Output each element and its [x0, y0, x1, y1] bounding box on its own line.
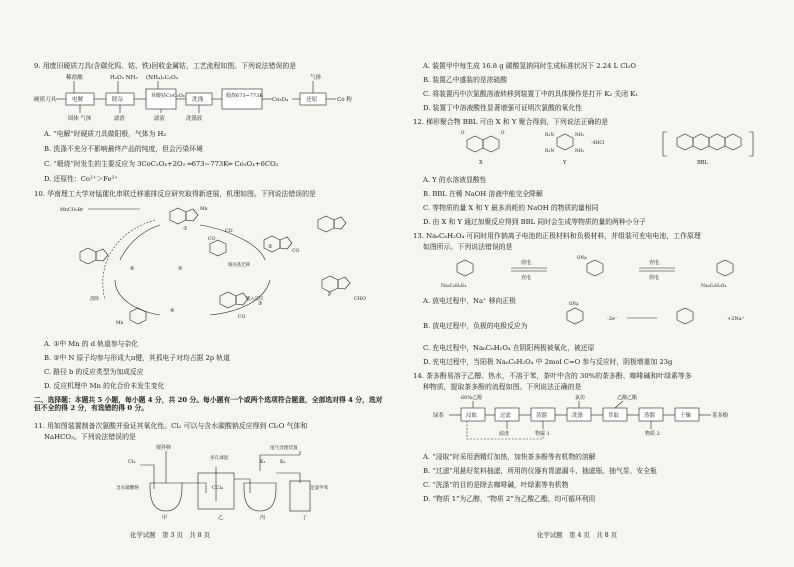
- svg-text:干燥: 干燥: [680, 413, 691, 419]
- q11-stem-line1: 11. 用如图装置制备次氯酸并验证其氧化性。Cl₂ 可以与含水碳酸钠反应得到 Cl₂O 气体和: [34, 422, 308, 430]
- q13-option-a: A. 放电过程中，Na⁺ 移向正极: [423, 297, 516, 305]
- q14-option-b: B. “过滤”用悬好浆料抽滤，所用的仪器有胃滤漏斗、抽滤瓶、抽气泵、安全瓶: [423, 467, 657, 475]
- q10-label-3: ③: [258, 301, 263, 307]
- q14-start-tea: 绿茶: [433, 413, 444, 419]
- q9-input-h2o2: H₂O₂ NH₃: [110, 75, 138, 81]
- q12-y-hcl: ·4HCl: [591, 141, 605, 146]
- q9-option-c: C. “煅烧”时发生的主要反应为 3CoC₂O₄+2O₂ ═673~773K═ Co₃O₄+6CO₂: [44, 160, 279, 168]
- q11-option-c: C. 将装置丙中次氯酸溶液转移到装置丁中的具体操作是打开 K₂ 关闭 K₁: [423, 90, 638, 98]
- q9-output-filtrate: 滤液: [154, 116, 165, 122]
- q12-stem: 12. 梯形聚合物 BBL 可由 X 和 Y 聚合得到，下列说法正确的是: [413, 118, 609, 126]
- q9-option-d: D. 还原性：Co²⁺＞Fe²⁺: [44, 175, 118, 183]
- q9-product-co: Co 粉: [337, 97, 353, 103]
- q10-elimination: 消除: [90, 297, 99, 302]
- q9-input-gas: 气体: [310, 75, 322, 81]
- svg-text:蒸馏: 蒸馏: [644, 413, 655, 419]
- q12-molecules-diagram: [457, 128, 777, 168]
- q9-box-calcine: [222, 89, 262, 109]
- q13-stem-line2: 如图所示。下列说法错误的是: [423, 243, 513, 251]
- q10-allyl-migration: 烯丙基迁移: [228, 263, 250, 268]
- q11-option-b: B. 装置乙中盛装的是浓硫酸: [423, 76, 508, 84]
- svg-text:CO: CO: [238, 315, 246, 320]
- svg-text:NH₂: NH₂: [575, 148, 584, 153]
- q14-end-product: 茶多酚: [712, 413, 729, 419]
- q10-label-2: ②: [268, 244, 273, 250]
- q11-ccl4-label: CCl₄: [212, 486, 223, 491]
- svg-text:O: O: [461, 130, 465, 135]
- q13-charge-2: 充电: [649, 260, 660, 266]
- q13-battery-scheme: [427, 254, 747, 290]
- q14-stem-line2: 种物质，提取茶多酚的流程如图。下列说法正确的是: [423, 383, 582, 391]
- q12-label-x: X: [479, 160, 483, 166]
- svg-text:还原: 还原: [306, 97, 318, 103]
- q13-option-b-equation: [547, 300, 787, 340]
- q10-mechanism-diagram: [60, 200, 390, 335]
- q11-option-d: D. 装置丁中溶液酸性显著增强可证明次氯酸的氧化性: [423, 104, 583, 112]
- q11-device-jia: 甲: [162, 515, 168, 521]
- q11-device-bing: 丙: [260, 515, 266, 521]
- q14-flow-diagram: [427, 393, 757, 447]
- q14-option-a: A. “浸取”时采用酒精灯加热，加快茶多酚等有机物的溶解: [423, 453, 596, 461]
- svg-text:洗涤: 洗涤: [572, 413, 583, 419]
- q13-left-compound: Na₆C₆H₂O₄: [441, 284, 467, 289]
- q14-option-c: C. “洗涤”的目的是除去咖啡碱，叶绿素等有机物: [423, 481, 569, 489]
- svg-text:萃取: 萃取: [608, 413, 619, 419]
- svg-text:Mn: Mn: [116, 321, 124, 326]
- left-page-footer: 化学试题 第 3 页 共 8 页: [130, 531, 211, 539]
- q11-apparatus-diagram: [110, 443, 340, 523]
- q9-flow-diagram: [34, 73, 394, 127]
- q14-stem-line1: 14. 茶多酚易溶于乙醇、热水，不溶于苯，茶叶中含的 30%的茶多酚、咖啡碱和叶绿素等多: [413, 372, 692, 380]
- q14-input-ethanol: 60%乙醇: [461, 395, 483, 401]
- q13-discharge-1: 放电: [521, 260, 532, 266]
- q9-product-co3o4: Co₃O₄: [272, 97, 289, 103]
- svg-text:洗涤: 洗涤: [192, 97, 204, 103]
- q13-option-b: B. 放电过程中，负极的电极反应为: [423, 322, 528, 330]
- q9-input-oxalate: (NH₄)₂C₂O₄: [146, 75, 178, 81]
- q12-option-c: C. 等物质的量 X 和 Y 最多消耗的 NaOH 的物质的量相同: [423, 204, 599, 212]
- svg-text:除杂: 除杂: [112, 97, 124, 103]
- q13-right-compound: Na₂C₆H₂O₄: [701, 284, 727, 289]
- q11-cl2-label: Cl₂: [128, 459, 136, 465]
- svg-text:浸取: 浸取: [466, 413, 477, 419]
- svg-text:H₂N: H₂N: [545, 132, 554, 137]
- q13-discharge-2: 放电: [649, 275, 660, 281]
- q11-k1-label: K₁: [260, 460, 266, 465]
- q11-bubbler-label: 多孔球泡: [210, 456, 229, 461]
- q9-input-hcl: 稀盐酸: [66, 75, 83, 81]
- q11-option-a: A. 装置甲中每生成 16.8 g 碳酸氢钠同时生成标准状况下 2.24 L Cl₂O: [423, 62, 636, 70]
- q11-tail-gas-label: 尾气处理装置: [270, 446, 298, 451]
- q13-charge-1: 充电: [521, 275, 532, 281]
- q11-device-yi: 乙: [218, 515, 224, 521]
- q14-input-chloroform: 氯仿: [575, 395, 586, 401]
- q14-output-substance-2: 物质 2: [645, 431, 660, 437]
- q12-label-bbl: BBL: [697, 160, 709, 166]
- q10-option-c: C. 路径 b 的反应类型为加成反应: [44, 368, 144, 376]
- q13-stem-line1: 13. Na₆C₆H₂O₄ 可同时用作钠离子电池的正极材料和负极材料，并组装可充电电池，工作原理: [413, 232, 701, 240]
- q12-label-y: Y: [563, 160, 567, 166]
- svg-text:煅烧673~773K: 煅烧673~773K: [226, 93, 264, 99]
- q13-plus-2na: +2Na⁺: [727, 316, 745, 322]
- q11-na2co3-label: 含水碳酸钠: [116, 486, 139, 491]
- q10-insertion: 插入反应: [246, 297, 264, 302]
- q10-option-d: D. 反应机理中 Mn 的化合价未发生变化: [44, 382, 165, 390]
- q10-label-4: ④: [170, 308, 175, 314]
- q10-label-1: ①: [183, 226, 188, 232]
- q14-output-residue: 滤渣: [499, 431, 510, 437]
- q13-minus-2e: -2e⁻: [607, 316, 618, 322]
- svg-text:CO: CO: [208, 237, 216, 242]
- q12-option-a: A. Y 的水溶液显酸性: [423, 176, 487, 184]
- q14-option-d: D. “物质 1”为乙醇，“物质 2”为乙酸乙酯，均可循环利用: [423, 495, 596, 503]
- q10-catalyst: MnCO₅Br: [60, 208, 84, 213]
- right-page-footer: 化学试题 第 4 页 共 8 页: [537, 531, 618, 539]
- svg-text:Mn: Mn: [200, 207, 208, 212]
- q12-option-d: D. 由 X 和 Y 通过加聚反应得到 BBL 同时会生成等物质的量的两种小分子: [423, 218, 647, 226]
- section-two-heading: 二、选择题：本题共 5 小题，每小题 4 分，共 20 分。每小题有一个或两个选项符合题意，全部选对得 4 分，选对但不全的得 2 分，有选错的得 0 分。: [34, 396, 383, 413]
- q14-input-ethyl-acetate: 乙酸乙酯: [617, 395, 638, 401]
- q9-option-b: B. 洗涤不充分不影响最终产品的纯度，但会污染环境: [44, 145, 203, 153]
- q10-cho-label: CHO: [354, 297, 366, 302]
- q13-option-d: D. 充电过程中，当阳极 Na₆C₆H₂O₄ 中 2mol C=O 参与反应时，阴极增重加 23g: [423, 358, 673, 366]
- q9-start-tool: 硬质刀具: [34, 97, 57, 103]
- q10-option-a: A. ①中 Mn 的 d 轨道参与杂化: [44, 340, 139, 348]
- svg-text:草酸钴CoC₂O₄: 草酸钴CoC₂O₄: [151, 93, 185, 99]
- svg-text:电解: 电解: [72, 97, 84, 103]
- q12-option-b: B. BBL 在稀 NaOH 溶液中能完全降解: [423, 190, 543, 198]
- q11-device-ding: 丁: [302, 515, 308, 521]
- q9-stem: 9. 用废旧硬质刀具(含碳化钨、钴、铁)回收金属钴，工艺流程如图。下列说法错误的是: [34, 62, 297, 70]
- q13-option-c: C. 充电过程中，Na₆C₆H₂O₄ 在阴阳两极被氧化，被还原: [423, 344, 595, 352]
- q9-output-residue: 滤渣: [114, 116, 125, 122]
- q9-output-solid-gas: 固体 气体: [68, 116, 92, 122]
- right-page: [397, 0, 794, 567]
- svg-text:ONa: ONa: [577, 255, 587, 260]
- q10-label-5: ⑤: [178, 266, 183, 272]
- q10-option-b: B. ②中 N 原子均参与形成大π键，其孤电子对均占据 2p 轨道: [44, 354, 230, 362]
- svg-text:蒸馏: 蒸馏: [536, 413, 547, 419]
- q11-stem-line2: NaHCO₃。下列说法错误的是: [44, 433, 136, 441]
- q11-k2-label: K₂: [280, 460, 286, 465]
- q13-onato-label: ONa: [569, 301, 579, 306]
- svg-text:NH₂: NH₂: [575, 132, 584, 137]
- q10-label-6: ⑥: [130, 266, 135, 272]
- q9-option-a: A. “电解”时硬质刀具做阳极，气体为 H₂: [44, 130, 167, 138]
- q10-product-label: P: [328, 293, 332, 298]
- svg-text:H₂N: H₂N: [545, 148, 554, 153]
- q11-toluene-label: 足量甲苯: [310, 486, 329, 491]
- q10-stem: 10. 华南理工大学对锰催化串联迁移重排反应研究取得新进展，机理如图。下列说法错误的是: [34, 190, 316, 198]
- q14-output-substance-1: 物质 1: [535, 431, 550, 437]
- q9-output-washwater: 洗涤液: [186, 116, 203, 122]
- svg-text:CO: CO: [292, 249, 300, 254]
- q11-stirrer-label: 搅拌棒: [156, 445, 172, 451]
- q9-box-oxalate: [146, 89, 176, 109]
- svg-text:O: O: [501, 130, 505, 135]
- svg-text:过滤: 过滤: [500, 413, 511, 419]
- q10-co-label: CO: [225, 229, 233, 234]
